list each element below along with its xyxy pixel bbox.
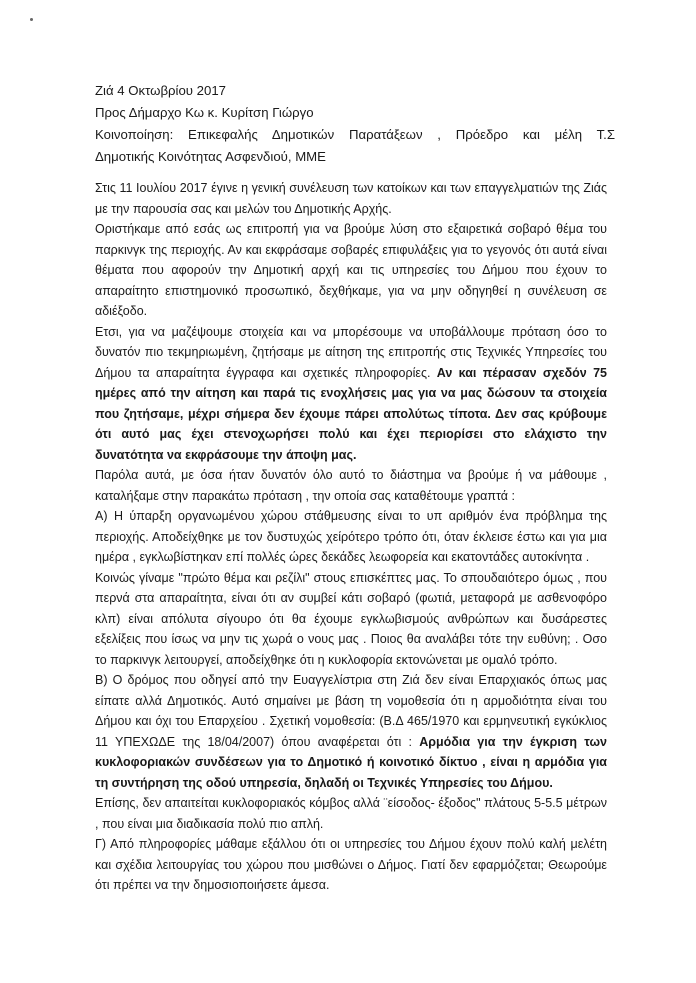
letter-body xyxy=(95,178,607,896)
paragraph-request-text: Ετσι, για να μαζέψουμε στοιχεία και να μπορέσουμε να υποβάλλουμε πρόταση όσο το δυνατόν πιο τεκμηριωμένη, ζητήσαμε με αίτηση της επιτροπής στις Τεχνικές Υπηρεσίες του Δήμου τα απαραίτητα έγγραφα και σχετικές πληροφορίες. xyxy=(95,324,607,380)
paragraph-point-b-text: Β) Ο δρόμος που οδηγεί από την Ευαγγελίστρια στη Ζιά δεν είναι Επαρχιακός όπως μας είπατε αλλά Δημοτικός. Αυτό σημαίνει με βάση τη νομοθεσία ότι η αρμοδιότητα είναι του Δήμου και όχι του Επαρχείου . Σχετική νομοθεσία: (Β.Δ 465/1970 και ερμηνευτική εγκύκλιος 11 ΥΠΕΧΩΔΕ της 18/04/2007) όπου αναφέρεται ότι : xyxy=(95,673,607,749)
letter-cc-line-2: Δημοτικής Κοινότητας Ασφενδιού, ΜΜΕ xyxy=(95,149,326,164)
paragraph-request-emphasis: Αν και πέρασαν σχεδόν 75 ημέρες από την αίτηση και παρά τις ενοχλήσεις μας για να μας δώσουν τα στοιχεία που ζητήσαμε, μέχρι σήμερα δεν έχουμε πάρει απολύτως τίποτα. Δεν σας κρύβουμε ότι αυτό μας έχει στενοχωρήσει πολύ και έχει περιορίσει στο ελάχιστο την δυνατότητα να εκφράσουμε την άποψη μας. xyxy=(95,365,607,462)
letter-date: Ζιά 4 Οκτωβρίου 2017 xyxy=(95,83,227,98)
paragraph-request xyxy=(95,322,607,466)
paragraph-point-c: Γ) Από πληροφορίες μάθαμε εξάλλου ότι οι υπηρεσίες του Δήμου έχουν πολύ καλή μελέτη και σχέδια λειτουργίας του χώρου που μισθώνει ο Δήμος. Γιατί δεν εφαρμόζεται; Θεωρούμε ότι πρέπει να την δημοσιοποιήσετε άμεσα. xyxy=(95,837,607,892)
paragraph-meeting: Στις 11 Ιουλίου 2017 έγινε η γενική συνέλευση των κατοίκων και των επαγγελματιών της Ζιάς με την παρουσία σας και μελών του Δημοτικής Αρχής. xyxy=(95,181,607,216)
paragraph-point-a: Α) Η ύπαρξη οργανωμένου χώρου στάθμευσης είναι το υπ αριθμόν ένα πρόβλημα της περιοχής. Αποδείχθηκε με τον δυστυχώς χείρότερο τρόπο ότι, όταν έκλεισε έστω και για μια ημέρα , εγκλωβίστηκαν επί πολλές ώρες δεκάδες λεωφορεία και εκατοντάδες αυτοκίνητα . xyxy=(95,509,607,564)
letter-recipient: Προς Δήμαρχο Κω κ. Κυρίτση Γιώργο xyxy=(95,105,314,120)
paragraph-consequences: Κοινώς γίναμε "πρώτο θέμα και ρεζίλι" στους επισκέπτες μας. Το σπουδαιότερο όμως , που περνά στα απαραίτητα, είναι ότι αν συμβεί κάτι σοβαρό (φωτιά, μεταφορά με ασθενοφόρο κλπ) είναι απόλυτα σίγουρο ότι θα έχουμε εγκλωβισμούς ανθρώπων και δυσάρεστες εξελίξεις που ίσως να μην τις χωρά ο νους μας . Ποιος θα αναλάβει τότε την ευθύνη; . Οσο το παρκινγκ λειτουργεί, αποδείχθηκε ότι η κυκλοφορία εκτονώνεται με ομαλό τρόπο. xyxy=(95,570,607,667)
scan-speck xyxy=(30,18,33,21)
paragraph-point-b xyxy=(95,670,607,793)
paragraph-committee: Οριστήκαμε από εσάς ως επιτροπή για να βρούμε λύση στο εξαιρετικά σοβαρό θέμα του παρκινγκ της περιοχής. Αν και εκφράσαμε σοβαρές επιφυλάξεις για το γεγονός ότι αυτά είναι θέματα που αφορούν την Δημοτική αρχή και τις υπηρεσίες του Δήμου που έχουν το απαραίτητο επιστημονικό προσωπικό, δεχθήκαμε, για να μην οδηγηθεί η συνέλευση σε αδιέξοδο. xyxy=(95,222,607,318)
paragraph-proposal-intro: Παρόλα αυτά, με όσα ήταν δυνατόν όλο αυτό το διάστημα να βρούμε ή να μάθουμε , καταλήξαμε στην παρακάτω πρόταση , την οποία σας καταθέτουμε γραπτά : xyxy=(95,468,607,503)
letter-cc-line-1: Κοινοποίηση: Επικεφαλής Δημοτικών Παρατάξεων , Πρόεδρο και μέλη Τ.Σ xyxy=(95,127,615,142)
paragraph-point-b-emphasis: Αρμόδια για την έγκριση των κυκλοφοριακών συνδέσεων για το Δημοτικό ή κοινοτικό δίκτυο , είναι η αρμόδια για τη συντήρηση της οδού υπηρεσία, δηλαδή οι Τεχνικές Υπηρεσίες του Δήμου. xyxy=(95,734,607,790)
paragraph-entry-exit: Επίσης, δεν απαιτείται κυκλοφοριακός κόμβος αλλά ¨είσοδος- έξοδος" πλάτους 5-5.5 μέτρων , που είναι μια διαδικασία πολύ πιο απλή. xyxy=(95,796,607,831)
letter-header xyxy=(95,80,615,168)
